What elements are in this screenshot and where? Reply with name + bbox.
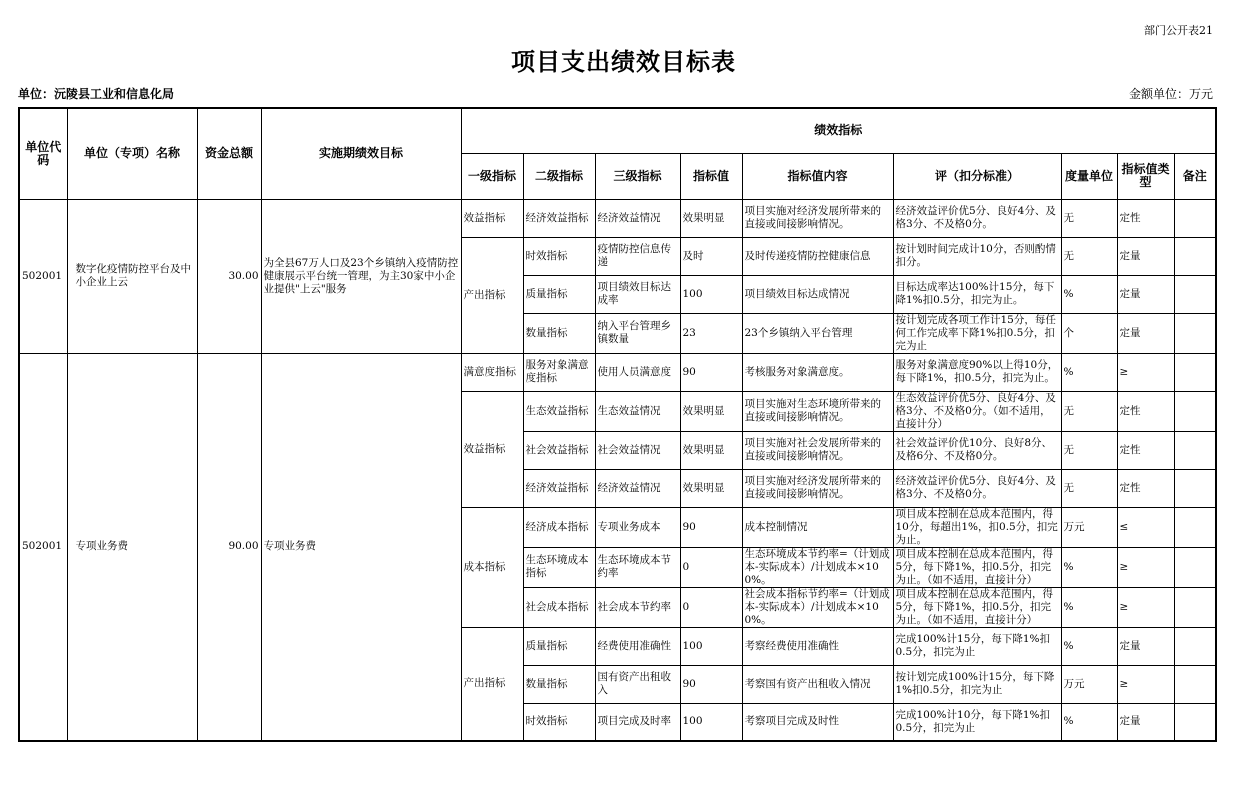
indicator-content: 项目实施对经济发展所带来的直接或间接影响情况。	[742, 469, 893, 507]
scoring-standard: 项目成本控制在总成本范围内，得5分，每下降1%，扣0.5分，扣完为止。（如不适用，直接计分）	[893, 547, 1061, 587]
indicator-value: 效果明显	[680, 391, 742, 431]
remark	[1174, 391, 1216, 431]
level3-indicator: 项目完成及时率	[595, 703, 680, 741]
header-remark: 备注	[1174, 153, 1216, 199]
scoring-standard: 按计划时间完成计10分，否则酌情扣分。	[893, 237, 1061, 275]
performance-goal: 专项业务费	[261, 353, 461, 741]
level2-indicator: 经济成本指标	[523, 507, 595, 547]
value-type: ≥	[1117, 353, 1174, 391]
header-row-1	[19, 108, 1216, 153]
level1-indicator: 效益指标	[461, 199, 523, 237]
measure-unit: 无	[1061, 431, 1117, 469]
indicator-value: 23	[680, 313, 742, 353]
value-type: 定性	[1117, 431, 1174, 469]
measure-unit: 万元	[1061, 665, 1117, 703]
header-level2: 二级指标	[523, 153, 595, 199]
level3-indicator: 国有资产出租收入	[595, 665, 680, 703]
measure-unit: 无	[1061, 391, 1117, 431]
level2-indicator: 数量指标	[523, 313, 595, 353]
measure-unit: %	[1061, 587, 1117, 627]
indicator-content: 考察国有资产出租收入情况	[742, 665, 893, 703]
header-goal: 实施期绩效目标	[261, 108, 461, 199]
level3-indicator: 社会成本节约率	[595, 587, 680, 627]
page-title: 项目支出绩效目标表	[511, 48, 736, 76]
project-name: 数字化疫情防控平台及中小企业上云	[67, 199, 197, 353]
indicator-value: 100	[680, 275, 742, 313]
level3-indicator: 项目绩效目标达成率	[595, 275, 680, 313]
project-name: 专项业务费	[67, 353, 197, 741]
remark	[1174, 431, 1216, 469]
level2-indicator: 时效指标	[523, 237, 595, 275]
value-type: 定量	[1117, 627, 1174, 665]
scoring-standard: 完成100%计10分，每下降1%扣0.5分，扣完为止	[893, 703, 1061, 741]
level1-indicator: 产出指标	[461, 237, 523, 353]
measure-unit: %	[1061, 275, 1117, 313]
indicator-content: 项目绩效目标达成情况	[742, 275, 893, 313]
indicator-content: 考察经费使用准确性	[742, 627, 893, 665]
level3-indicator: 专项业务成本	[595, 507, 680, 547]
measure-unit: 万元	[1061, 507, 1117, 547]
remark	[1174, 665, 1216, 703]
table-row	[19, 353, 1216, 391]
indicator-content: 生态环境成本节约率=（计划成本-实际成本）/计划成本×100%。	[742, 547, 893, 587]
indicator-value: 100	[680, 627, 742, 665]
indicator-value: 及时	[680, 237, 742, 275]
level3-indicator: 社会效益情况	[595, 431, 680, 469]
value-type: ≥	[1117, 547, 1174, 587]
header-name: 单位（专项）名称	[67, 108, 197, 199]
scoring-standard: 项目成本控制在总成本范围内，得10分，每超出1%，扣0.5分，扣完为止。	[893, 507, 1061, 547]
value-type: 定量	[1117, 313, 1174, 353]
value-type: 定性	[1117, 391, 1174, 431]
remark	[1174, 199, 1216, 237]
level2-indicator: 经济效益指标	[523, 469, 595, 507]
level3-indicator: 纳入平台管理乡镇数量	[595, 313, 680, 353]
measure-unit: %	[1061, 703, 1117, 741]
measure-unit: 无	[1061, 469, 1117, 507]
remark	[1174, 627, 1216, 665]
indicator-value: 效果明显	[680, 199, 742, 237]
indicator-content: 社会成本指标节约率=（计划成本-实际成本）/计划成本×100%。	[742, 587, 893, 627]
form-number-label: 部门公开表21	[1144, 24, 1213, 37]
header-value: 指标值	[680, 153, 742, 199]
level1-indicator: 效益指标	[461, 391, 523, 507]
level3-indicator: 使用人员满意度	[595, 353, 680, 391]
header-total: 资金总额	[197, 108, 261, 199]
scoring-standard: 生态效益评价优5分、良好4分、及格3分、不及格0分。（如不适用，直接计分）	[893, 391, 1061, 431]
level1-indicator: 满意度指标	[461, 353, 523, 391]
performance-goal: 为全县67万人口及23个乡镇纳入疫情防控健康展示平台统一管理，为主30家中小企业提供"上云"服务	[261, 199, 461, 353]
scoring-standard: 按计划完成100%计15分，每下降1%扣0.5分，扣完为止	[893, 665, 1061, 703]
value-type: 定性	[1117, 199, 1174, 237]
measure-unit: 无	[1061, 237, 1117, 275]
scoring-standard: 社会效益评价优10分、良好8分、及格6分、不及格0分。	[893, 431, 1061, 469]
measure-unit: %	[1061, 547, 1117, 587]
scoring-standard: 完成100%计15分，每下降1%扣0.5分，扣完为止	[893, 627, 1061, 665]
unit-code: 502001	[19, 353, 67, 741]
level1-indicator: 产出指标	[461, 627, 523, 741]
performance-table	[18, 107, 1217, 742]
level2-indicator: 数量指标	[523, 665, 595, 703]
indicator-content: 项目实施对经济发展所带来的直接或间接影响情况。	[742, 199, 893, 237]
measure-unit: %	[1061, 627, 1117, 665]
level2-indicator: 社会效益指标	[523, 431, 595, 469]
indicator-value: 100	[680, 703, 742, 741]
header-measure: 度量单位	[1061, 153, 1117, 199]
measure-unit: 个	[1061, 313, 1117, 353]
remark	[1174, 507, 1216, 547]
table-row	[19, 199, 1216, 237]
value-type: 定性	[1117, 469, 1174, 507]
remark	[1174, 703, 1216, 741]
level3-indicator: 生态环境成本节约率	[595, 547, 680, 587]
remark	[1174, 587, 1216, 627]
level1-indicator: 成本指标	[461, 507, 523, 627]
header-level3: 三级指标	[595, 153, 680, 199]
scoring-standard: 目标达成率达100%计15分，每下降1%扣0.5分，扣完为止。	[893, 275, 1061, 313]
value-type: 定量	[1117, 703, 1174, 741]
remark	[1174, 547, 1216, 587]
level2-indicator: 生态环境成本指标	[523, 547, 595, 587]
header-indicators: 绩效指标	[461, 108, 1216, 153]
scoring-standard: 经济效益评价优5分、良好4分、及格3分、不及格0分。	[893, 199, 1061, 237]
remark	[1174, 353, 1216, 391]
value-type: ≥	[1117, 587, 1174, 627]
level2-indicator: 经济效益指标	[523, 199, 595, 237]
scoring-standard: 按计划完成各项工作计15分，每任何工作完成率下降1%扣0.5分，扣完为止	[893, 313, 1061, 353]
header-level1: 一级指标	[461, 153, 523, 199]
indicator-value: 0	[680, 547, 742, 587]
measure-unit: %	[1061, 353, 1117, 391]
scoring-standard: 项目成本控制在总成本范围内，得5分，每下降1%，扣0.5分，扣完为止。（如不适用，直接计分）	[893, 587, 1061, 627]
level2-indicator: 质量指标	[523, 627, 595, 665]
indicator-value: 效果明显	[680, 469, 742, 507]
scoring-standard: 服务对象满意度90%以上得10分，每下降1%，扣0.5分，扣完为止。	[893, 353, 1061, 391]
level2-indicator: 社会成本指标	[523, 587, 595, 627]
remark	[1174, 313, 1216, 353]
header-content: 指标值内容	[742, 153, 893, 199]
fund-total: 90.00	[197, 353, 261, 741]
indicator-content: 成本控制情况	[742, 507, 893, 547]
level2-indicator: 服务对象满意度指标	[523, 353, 595, 391]
indicator-content: 项目实施对生态环境所带来的直接或间接影响情况。	[742, 391, 893, 431]
value-type: 定量	[1117, 237, 1174, 275]
indicator-value: 90	[680, 353, 742, 391]
remark	[1174, 275, 1216, 313]
level3-indicator: 经济效益情况	[595, 469, 680, 507]
header-type: 指标值类型	[1117, 153, 1174, 199]
indicator-value: 0	[680, 587, 742, 627]
measure-unit: 无	[1061, 199, 1117, 237]
value-type: ≥	[1117, 665, 1174, 703]
unit-label: 单位：沅陵县工业和信息化局	[18, 87, 175, 101]
indicator-content: 考核服务对象满意度。	[742, 353, 893, 391]
value-type: ≤	[1117, 507, 1174, 547]
indicator-value: 效果明显	[680, 431, 742, 469]
indicator-content: 考察项目完成及时性	[742, 703, 893, 741]
remark	[1174, 237, 1216, 275]
header-code: 单位代码	[19, 108, 67, 199]
unit-code: 502001	[19, 199, 67, 353]
indicator-content: 项目实施对社会发展所带来的直接或间接影响情况。	[742, 431, 893, 469]
fund-total: 30.00	[197, 199, 261, 353]
indicator-value: 90	[680, 665, 742, 703]
indicator-value: 90	[680, 507, 742, 547]
header-scoring: 评（扣分标准）	[893, 153, 1061, 199]
level2-indicator: 质量指标	[523, 275, 595, 313]
scoring-standard: 经济效益评价优5分、良好4分、及格3分、不及格0分。	[893, 469, 1061, 507]
level3-indicator: 经费使用准确性	[595, 627, 680, 665]
indicator-content: 23个乡镇纳入平台管理	[742, 313, 893, 353]
level2-indicator: 生态效益指标	[523, 391, 595, 431]
remark	[1174, 469, 1216, 507]
level3-indicator: 生态效益情况	[595, 391, 680, 431]
amount-unit-label: 金额单位：万元	[1128, 87, 1213, 101]
value-type: 定量	[1117, 275, 1174, 313]
indicator-content: 及时传递疫情防控健康信息	[742, 237, 893, 275]
level3-indicator: 经济效益情况	[595, 199, 680, 237]
level3-indicator: 疫情防控信息传递	[595, 237, 680, 275]
level2-indicator: 时效指标	[523, 703, 595, 741]
